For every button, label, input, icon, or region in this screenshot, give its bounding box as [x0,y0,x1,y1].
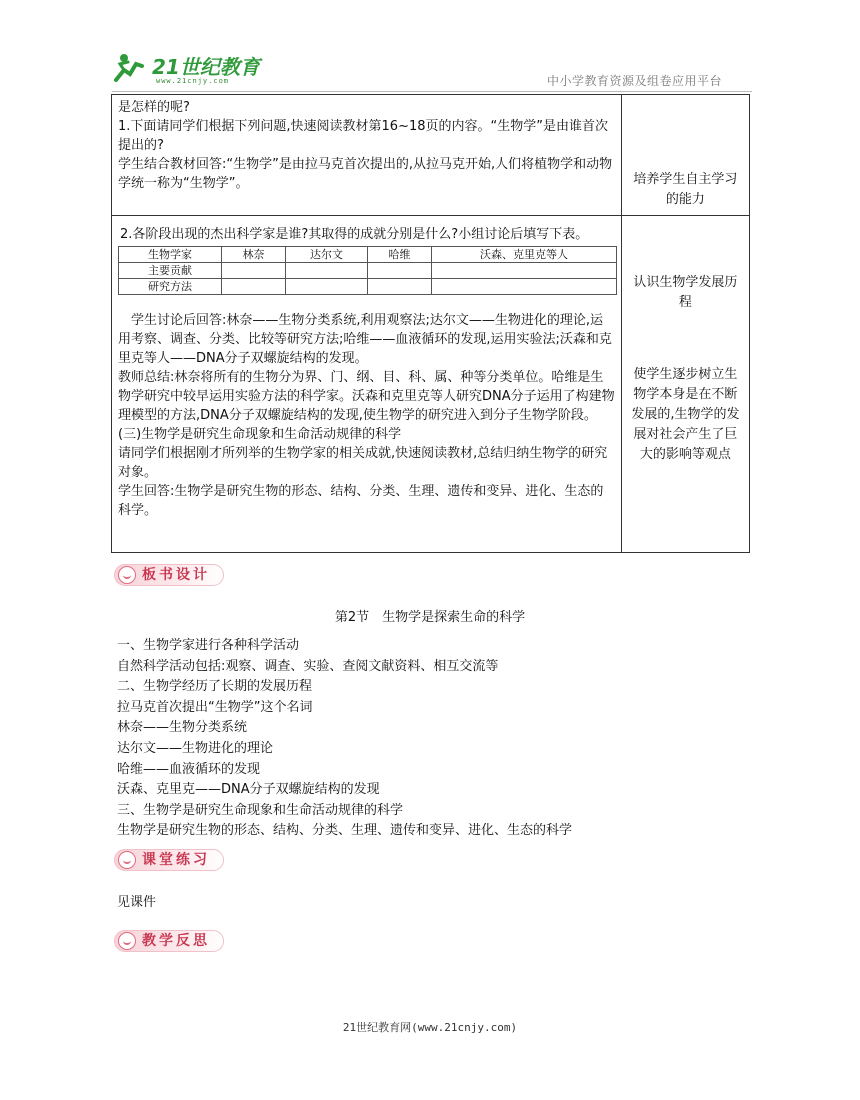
book-icon [118,566,136,584]
intent-note: 培养学生自主学习的能力 [633,172,738,207]
activity-cell [112,216,622,553]
board-line: 一、生物学家进行各种科学活动 [117,638,300,653]
subsection-heading: (三)生物学是研究生命现象和生命活动规律的科学 [118,427,402,442]
page-footer: 21世纪教育网(www.21cnjy.com) [342,1021,518,1034]
intent-note: 认识生物学发展历程 [633,275,738,310]
board-line: 哈维——血液循环的发现 [117,761,261,777]
answer-text: 学生回答:生物学是研究生物的形态、结构、分类、生理、遗传和变异、进化、生态的科学。 [118,484,604,518]
table-cell [222,279,286,295]
table-row [119,247,617,263]
board-line: 三、生物学是研究生命现象和生命活动规律的科学 [117,802,404,818]
section-title: 教学反思 [142,933,210,949]
table-header: 林奈 [222,247,286,263]
board-line: 林奈——生物分类系统 [117,720,248,736]
section-title: 课堂练习 [142,852,210,868]
book-icon [118,932,136,950]
table-header: 沃森、克里克等人 [432,247,617,263]
intent-cell [621,95,749,216]
table-cell [286,279,368,295]
table-row [112,95,750,216]
teacher-summary: 教师总结:林奈将所有的生物分为界、门、纲、目、科、属、种等分类单位。哈维是生物学研究中较早运用实验方法的科学家。沃森和克里克等人研究DNA分子运用了构建物理模型的方法,DNA分子双螺旋结构的发现,使生物学的研究进入到分子生物学阶段。 [118,370,615,423]
board-line: 达尔文——生物进化的理论 [117,740,274,756]
platform-name: 中小学教育资源及组卷应用平台 [546,74,722,88]
table-row [119,263,617,279]
table-row [112,216,750,553]
section-badge-reflection [114,930,224,952]
board-line: 生物学是研究生物的形态、结构、分类、生理、遗传和变异、进化、生态的科学 [117,823,573,839]
table-cell [432,279,617,295]
question-text: 2.各阶段出现的杰出科学家是谁?其取得的成就分别是什么?小组讨论后填写下表。 [120,227,589,242]
table-cell [286,263,368,279]
board-title: 第2节 生物学是探索生命的科学 [334,610,526,625]
instruction-text: 请同学们根据刚才所列举的生物学家的相关成就,快速阅读教材,总结归纳生物学的研究对象。 [118,446,608,480]
table-cell [432,263,617,279]
intent-note: 使学生逐步树立生物学本身是在不断发展的,生物学的发展对社会产生了巨大的影响等观点 [631,367,740,462]
board-line: 二、生物学经历了长期的发展历程 [117,679,313,695]
text-line: 是怎样的呢? [118,100,190,115]
table-header: 生物学家 [119,247,222,263]
lesson-table [111,94,750,553]
board-content [117,636,757,842]
page-header [112,50,752,94]
section-title: 板书设计 [142,567,210,583]
board-line: 沃森、克里克——DNA分子双螺旋结构的发现 [117,782,380,798]
book-icon [118,851,136,869]
logo-subtext: www.21cnjy.com [156,77,230,85]
table-row [119,279,617,295]
practice-text: 见课件 [117,895,157,910]
board-line: 拉马克首次提出“生物学”这个名词 [117,699,313,715]
table-cell [222,263,286,279]
intent-cell [621,216,749,553]
section-badge-board [114,564,224,586]
section-badge-practice [114,849,224,871]
row-label: 主要贡献 [119,263,222,279]
row-label: 研究方法 [119,279,222,295]
answer-text: 学生讨论后回答:林奈——生物分类系统,利用观察法;达尔文——生物进化的理论,运用考察、调查、分类、比较等研究方法;哈维——血液循环的发现,运用实验法;沃森和克里克等人——DNA分子双螺旋结构的发现。 [118,313,612,366]
table-header: 哈维 [368,247,432,263]
logo [112,50,272,90]
board-line: 自然科学活动包括:观察、调查、实验、查阅文献资料、相互交流等 [117,658,499,674]
answer-text: 学生结合教材回答:“生物学”是由拉马克首次提出的,从拉马克开始,人们将植物学和动物学统一称为“生物学”。 [118,157,613,191]
logo-text: 21世纪教育 [152,55,260,79]
table-header: 达尔文 [286,247,368,263]
scientist-table [118,246,617,295]
table-cell [368,263,432,279]
header-divider [112,91,752,92]
table-cell [368,279,432,295]
activity-cell [112,95,622,216]
question-text: 1.下面请同学们根据下列问题,快速阅读教材第16~18页的内容。“生物学”是由谁首次提出的? [118,119,608,153]
